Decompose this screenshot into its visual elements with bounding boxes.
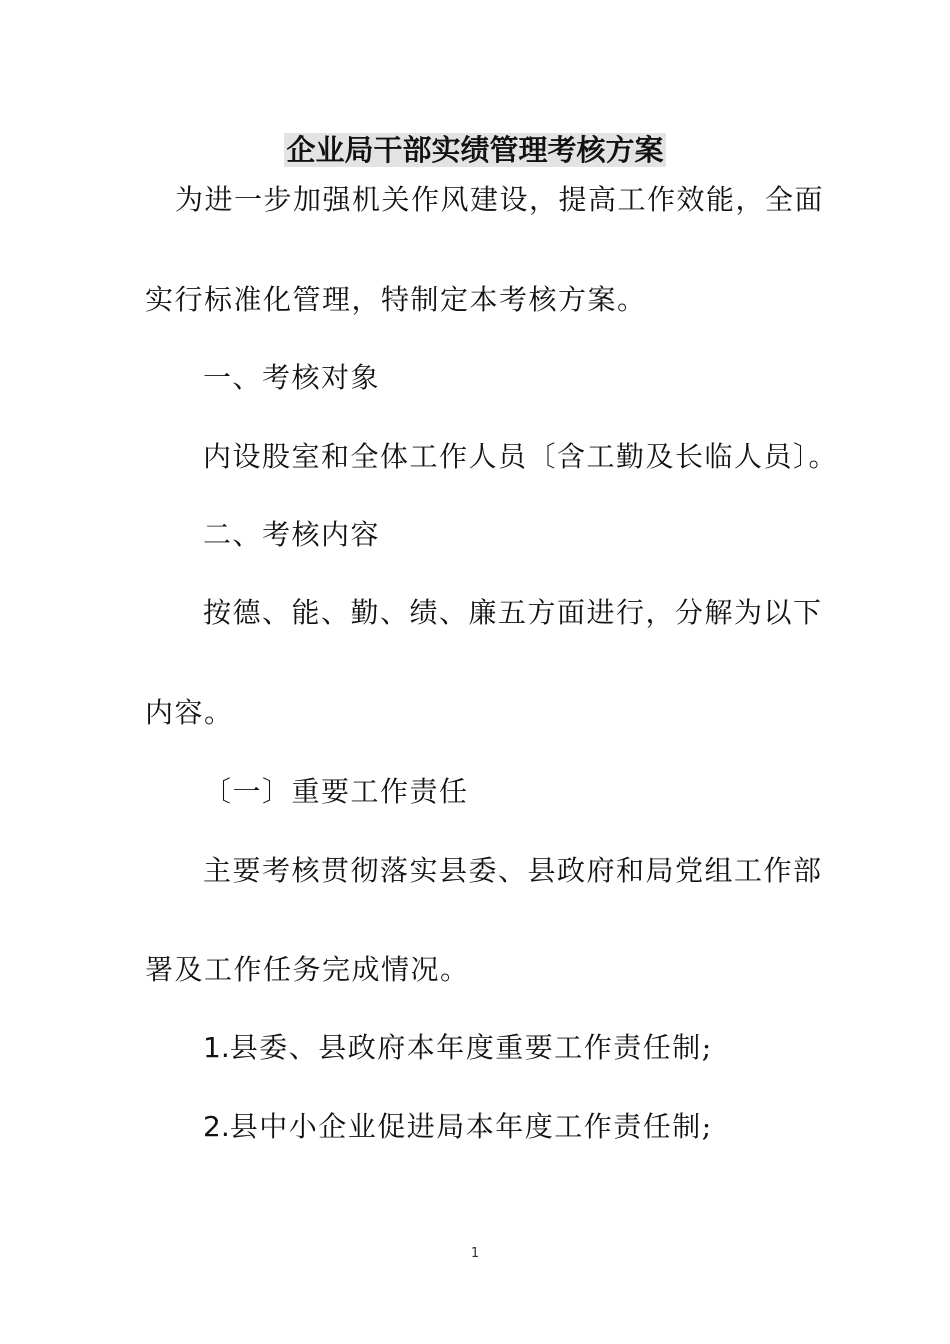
section-1-heading: 一、考核对象 — [203, 361, 381, 394]
section-2-body-line-1: 按德、能、勤、绩、廉五方面进行，分解为以下 — [203, 596, 823, 629]
document-title: 企业局干部实绩管理考核方案 — [286, 133, 664, 167]
page-number: 1 — [470, 1246, 480, 1261]
list-item-2-text: 县中小企业促进局本年度工作责任制; — [229, 1110, 713, 1143]
section-2-body-line-2: 内容。 — [145, 696, 234, 729]
section-2-heading: 二、考核内容 — [203, 518, 381, 551]
subsection-1-body-line-2: 署及工作任务完成情况。 — [145, 953, 470, 986]
section-1-body: 内设股室和全体工作人员〔含工勤及长临人员〕。 — [203, 440, 839, 473]
list-item-1-number: 1. — [203, 1031, 230, 1064]
intro-paragraph-line-2: 实行标准化管理，特制定本考核方案。 — [145, 283, 647, 316]
list-item-2 — [203, 1107, 713, 1147]
intro-paragraph-line-1: 为进一步加强机关作风建设，提高工作效能，全面 — [175, 183, 825, 216]
list-item-1-text: 县委、县政府本年度重要工作责任制; — [229, 1031, 713, 1064]
list-item-2-number: 2. — [203, 1110, 230, 1143]
subsection-1-heading: 〔一〕重要工作责任 — [203, 775, 469, 808]
subsection-1-body-line-1: 主要考核贯彻落实县委、县政府和局党组工作部 — [203, 854, 823, 887]
list-item-1 — [203, 1028, 713, 1068]
